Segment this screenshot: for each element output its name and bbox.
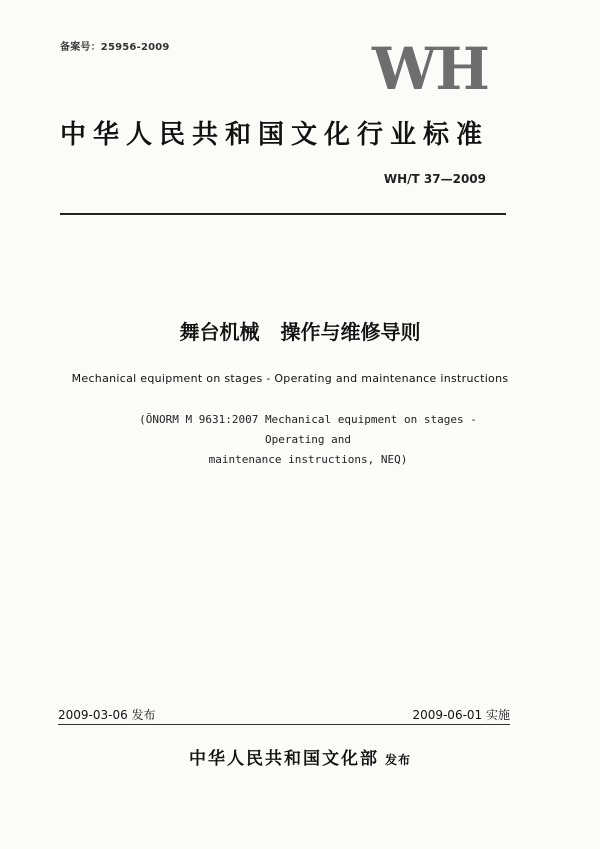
publisher (0, 744, 600, 769)
date-row (58, 706, 510, 722)
header-divider (60, 213, 506, 215)
reference-line-1: (ÖNORM M 9631:2007 Mechanical equipment on stages - Operating and (139, 413, 477, 446)
standard-code: WH/T 37—2009 (383, 172, 486, 186)
reference-standard (108, 410, 508, 470)
standard-category-title: 中华人民共和国文化行业标准 (60, 120, 490, 150)
reference-line-2: maintenance instructions, NEQ) (208, 453, 408, 466)
wh-logo: WH (372, 35, 488, 103)
document-title-chinese: 舞台机械 操作与维修导则 (179, 320, 421, 344)
record-number: 备案号：25956-2009 (60, 42, 170, 53)
effective-date: 2009-06-01 实施 (412, 708, 510, 722)
issued-date: 2009-03-06 发布 (58, 708, 156, 722)
document-title-english: Mechanical equipment on stages - Operating and maintenance instructions (71, 372, 509, 385)
footer-divider (58, 724, 510, 725)
publisher-suffix: 发布 (384, 753, 411, 767)
publisher-name: 中华人民共和国文化部 (188, 749, 379, 769)
